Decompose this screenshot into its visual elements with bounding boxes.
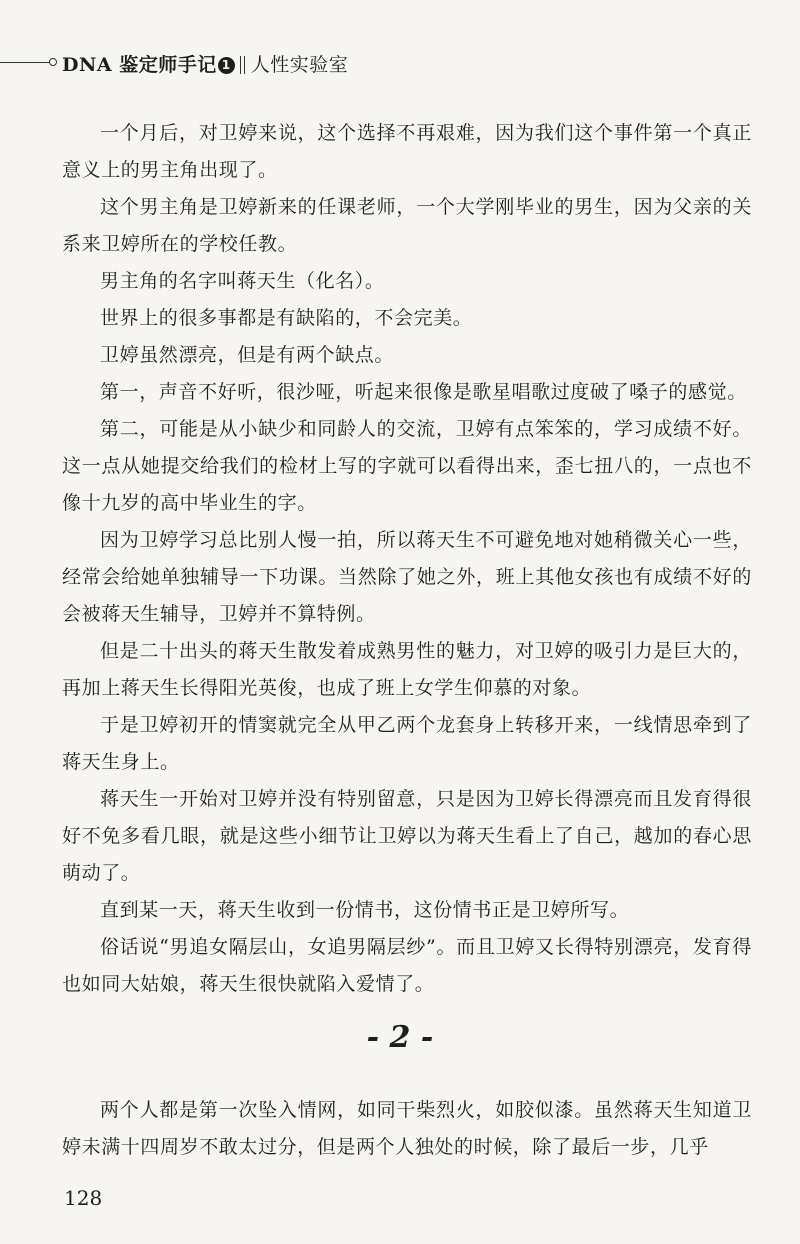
paragraph: 第二，可能是从小缺少和同龄人的交流，卫婷有点笨笨的，学习成绩不好。这一点从她提交给我们的检材上写的字就可以看得出来，歪七扭八的，一点也不像十九岁的高中毕业生的字。: [62, 418, 752, 514]
paragraph: 男主角的名字叫蒋天生（化名）。: [100, 270, 385, 292]
paragraph: 因为卫婷学习总比别人慢一拍，所以蒋天生不可避免地对她稍微关心一些，经常会给她单独辅导一下功课。当然除了她之外，班上其他女孩也有成绩不好的会被蒋天生辅导，卫婷并不算特例。: [62, 529, 752, 625]
section-number: - 2 -: [366, 1020, 434, 1055]
running-header: [0, 48, 800, 78]
body-text: [62, 115, 752, 1003]
body-text-continued: [62, 1092, 752, 1166]
header-rule: [0, 62, 50, 63]
paragraph: 第一，声音不好听，很沙哑，听起来很像是歌星唱歌过度破了嗓子的感觉。: [100, 381, 747, 403]
paragraph: 俗话说“男追女隔层山，女追男隔层纱”。而且卫婷又长得特别漂亮，发育得也如同大姑娘，蒋天生很快就陷入爱情了。: [62, 936, 752, 995]
paragraph: 卫婷虽然漂亮，但是有两个缺点。: [100, 344, 395, 366]
volume-badge: 1: [218, 57, 235, 74]
header-title: [62, 50, 348, 77]
paragraph: 直到某一天，蒋天生收到一份情书，这份情书正是卫婷所写。: [100, 899, 630, 921]
paragraph: 这个男主角是卫婷新来的任课老师，一个大学刚毕业的男生，因为父亲的关系来卫婷所在的学校任教。: [62, 196, 752, 255]
paragraph: 世界上的很多事都是有缺陷的，不会完美。: [100, 307, 473, 329]
book-subtitle: 人性实验室: [250, 54, 349, 76]
page-number: 128: [64, 1186, 103, 1210]
header-separator: [240, 56, 245, 74]
paragraph: 于是卫婷初开的情窦就完全从甲乙两个龙套身上转移开来，一线情思牵到了蒋天生身上。: [62, 714, 752, 773]
paragraph: 但是二十出头的蒋天生散发着成熟男性的魅力，对卫婷的吸引力是巨大的，再加上蒋天生长得阳光英俊，也成了班上女学生仰慕的对象。: [62, 640, 752, 699]
paragraph: 一个月后，对卫婷来说，这个选择不再艰难，因为我们这个事件第一个真正意义上的男主角出现了。: [62, 122, 752, 181]
paragraph: 两个人都是第一次坠入情网，如同干柴烈火，如胶似漆。虽然蒋天生知道卫婷未满十四周岁不敢太过分，但是两个人独处的时候，除了最后一步，几乎: [62, 1099, 752, 1158]
paragraph: 蒋天生一开始对卫婷并没有特别留意，只是因为卫婷长得漂亮而且发育得很好不免多看几眼，就是这些小细节让卫婷以为蒋天生看上了自己，越加的春心思萌动了。: [62, 788, 752, 884]
book-title: DNA 鉴定师手记: [62, 54, 217, 76]
header-bullet: [49, 58, 57, 66]
